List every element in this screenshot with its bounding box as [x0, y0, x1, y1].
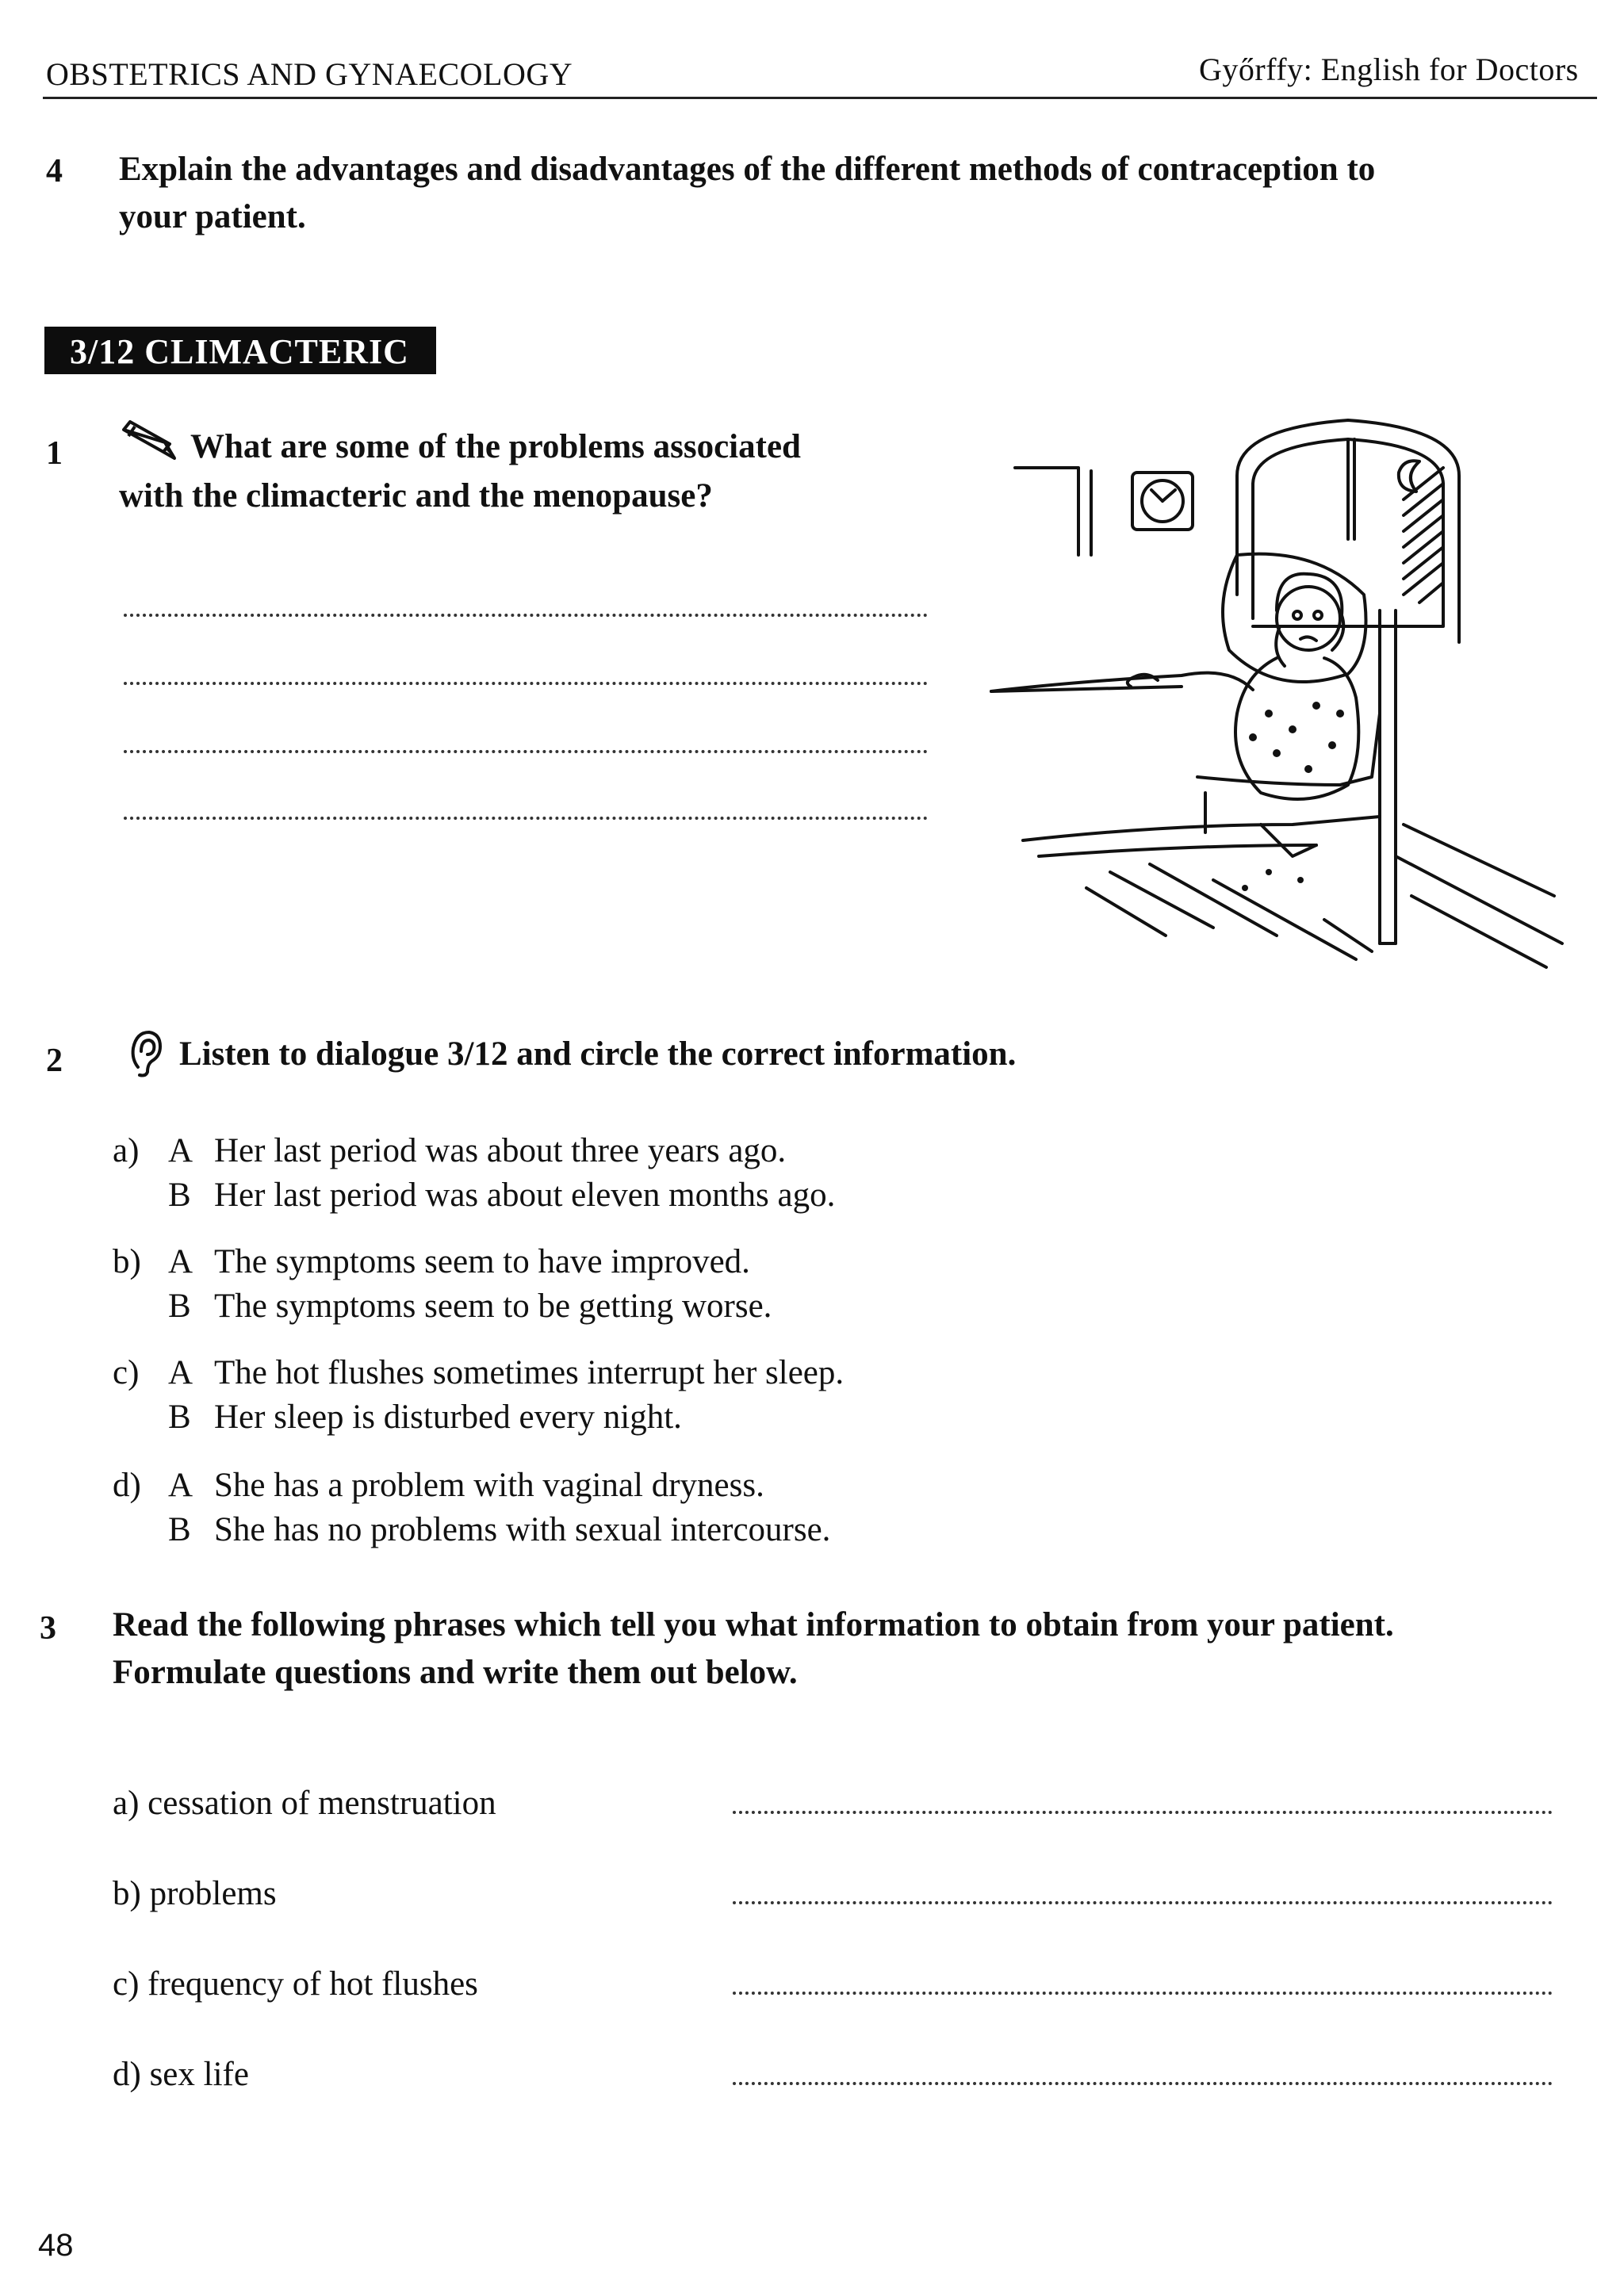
task-1-line-2: with the climacteric and the menopause?: [119, 477, 713, 515]
task-3-phrase-c: c) frequency of hot flushes: [113, 1965, 478, 2003]
task-2-item-b-option-a[interactable]: The symptoms seem to have improved.: [214, 1243, 750, 1280]
answer-line-2[interactable]: [124, 682, 928, 685]
task-2-item-b: b) A The symptoms seem to have improved. B The symptoms seem to be getting worse.: [113, 1243, 772, 1325]
task-1-number: 1: [46, 435, 63, 472]
section-heading: 3/12 CLIMACTERIC: [44, 327, 436, 374]
header-rule: [43, 97, 1597, 99]
task-2-item-a-option-b[interactable]: Her last period was about eleven months ago.: [214, 1177, 836, 1214]
task-2-item-d: d) A She has a problem with vaginal dryness. B She has no problems with sexual intercourse.: [113, 1467, 831, 1548]
task-3-line-1: Read the following phrases which tell you what information to obtain from your patient.: [113, 1606, 1394, 1644]
pencil-icon: [117, 419, 189, 466]
task-3-number: 3: [40, 1610, 56, 1647]
task-3-answer-line-d[interactable]: [733, 2082, 1553, 2085]
answer-line-1[interactable]: [124, 614, 928, 617]
task-4-line-2: your patient.: [119, 198, 306, 235]
answer-line-3[interactable]: [124, 750, 928, 753]
task-3-phrase-a: a) cessation of menstruation: [113, 1785, 496, 1822]
task-3-phrase-d: d) sex life: [113, 2056, 249, 2093]
task-2-item-c: c) A The hot flushes sometimes interrupt her sleep. B Her sleep is disturbed every night.: [113, 1354, 845, 1436]
task-2-item-a-option-a[interactable]: Her last period was about three years ago.: [214, 1132, 787, 1169]
task-3-phrase-b: b) problems: [113, 1875, 277, 1912]
task-2-item-d-option-a[interactable]: She has a problem with vaginal dryness.: [214, 1467, 764, 1504]
running-header-left: OBSTETRICS AND GYNAECOLOGY: [46, 56, 573, 92]
task-3-answer-line-b[interactable]: [733, 1901, 1553, 1904]
ear-icon: [125, 1027, 165, 1080]
task-3-line-2: Formulate questions and write them out below.: [113, 1654, 798, 1691]
illustration-woman-in-bed: [975, 412, 1578, 991]
task-2-number: 2: [46, 1043, 63, 1079]
answer-line-4[interactable]: [124, 817, 928, 820]
task-3-answer-line-c[interactable]: [733, 1992, 1553, 1995]
task-2-item-d-option-b[interactable]: She has no problems with sexual intercourse.: [214, 1511, 831, 1548]
task-2-instruction: Listen to dialogue 3/12 and circle the correct information.: [179, 1035, 1017, 1073]
task-2-item-c-option-a[interactable]: The hot flushes sometimes interrupt her sleep.: [214, 1354, 845, 1391]
task-2-item-b-option-b[interactable]: The symptoms seem to be getting worse.: [214, 1288, 772, 1325]
task-2-item-c-option-b[interactable]: Her sleep is disturbed every night.: [214, 1399, 682, 1436]
task-4-number: 4: [46, 153, 63, 189]
task-3-answer-line-a[interactable]: [733, 1811, 1553, 1814]
running-header-right: Győrffy: English for Doctors: [1199, 52, 1579, 87]
task-2-item-a: a) A Her last period was about three years ago. B Her last period was about eleven months ago.: [113, 1132, 836, 1214]
task-4-line-1: Explain the advantages and disadvantages of the different methods of contraception to: [119, 151, 1376, 188]
page-number: 48: [38, 2228, 74, 2263]
task-1-line-1: What are some of the problems associated: [190, 428, 801, 465]
